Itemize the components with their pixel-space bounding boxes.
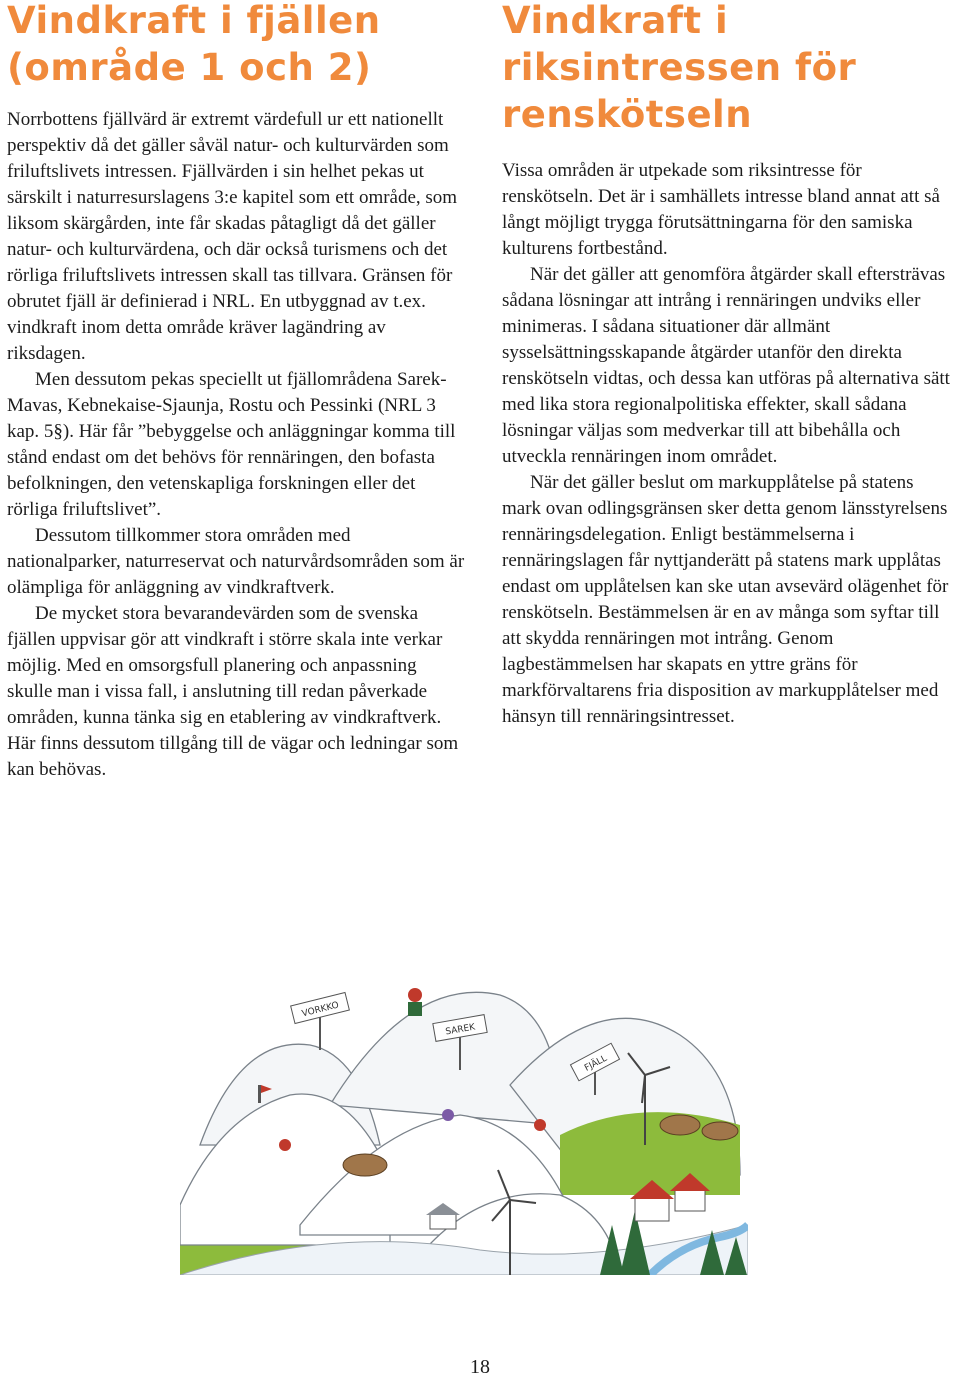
- left-paragraph-1: Norrbottens fjällvärd är extremt värdefull ur ett nationellt perspektiv då det gäller såväl natur- och kulturvärden som friluftslivets intressen. Fjällvärden i sin helhet pekas ut särskilt i naturresurslagens 3:e kapitel som ett område, som liksom skärgården, inte får skadas påtagligt då det gäller natur- och kulturvärdena, och där också turismens och det rörliga friluftslivets intressen skall tas tillvara. Gränsen för obrutet fjäll är definierad i NRL. En utbyggnad av t.ex. vindkraft inom detta område kräver lagändring av riksdagen.: [7, 109, 458, 364]
- left-heading: [7, 0, 465, 91]
- left-paragraph-2: Men dessutom pekas speciellt ut fjällområdena Sarek-Mavas, Kebnekaise-Sjaunja, Rostu och Pessinki (NRL 3 kap. 5§). Här får ”bebyggelse och anläggningar komma till stånd endast om det behövs för rennäringen, den bofasta befolkningen, den vetenskapliga forskningen eller det rörliga friluftslivet”.: [7, 369, 456, 520]
- reindeer-right-1: [660, 1115, 700, 1135]
- right-column: [502, 0, 957, 730]
- sign-vorkko: [291, 992, 350, 1050]
- left-paragraph-4: De mycket stora bevarandevärden som de svenska fjällen uppvisar gör att vindkraft i större skala inte verkar möjlig. Med en omsorgsfull planering och anpassning skulle man i vissa fall, i anslutning till redan påverkade områden, kunna tänka sig en etablering av vindkraftverk. Här finns dessutom tillgång till de vägar och ledningar som kan behövas.: [7, 603, 459, 780]
- reindeer-right-2: [702, 1122, 738, 1140]
- sign-sarek-text: SAREK: [444, 1022, 476, 1038]
- sign-fjall-text: FJÄLL: [583, 1053, 609, 1074]
- mountain-illustration: [180, 975, 748, 1275]
- page-number: 18: [470, 1356, 490, 1378]
- right-paragraph-3: När det gäller beslut om markupplåtelse på statens mark ovan odlingsgränsen sker detta genom länsstyrelsens rennäringsdelegation. Enligt bestämmelserna i rennäringslagen får nyttjanderätt på statens mark upplåtas endast om upplåtelsen kan ske utan avsevärd olägenhet för renskötseln. Bestämmelsen är en av många som syftar till att skydda rennäringen mot intrång. Genom lagbestämmelsen har skapats en yttre gräns för markförvaltarens fria disposition av markupplåtelser med hänsyn till rennäringsintresset.: [502, 472, 949, 727]
- left-heading-line-1: Vindkraft i fjällen: [7, 0, 381, 42]
- right-paragraph-2: När det gäller att genomföra åtgärder skall eftersträvas sådana lösningar att intrång i rennäringen undviks eller minimeras. I sådana situationer där allmänt sysselsättningsskapande åtgärder utanför den direkta renskötseln vidtas, och dessa kan utföras på alternativa sätt med lika stora regionalpolitiska effekter, skall sådana lösningar väljas som medverkar till att bibehålla och utveckla rennäringen inom området.: [502, 264, 950, 467]
- right-heading-line-3: renskötseln: [502, 93, 753, 136]
- left-column: [7, 0, 465, 783]
- sign-vorkko-text: VORKKO: [300, 1000, 341, 1020]
- left-paragraph-3: Dessutom tillkommer stora områden med nationalparker, naturreservat och naturvårdsområden som är olämpliga för anläggning av vindkraftverk.: [7, 525, 465, 598]
- right-heading-line-1: Vindkraft i: [502, 0, 729, 42]
- right-paragraph-1: Vissa områden är utpekade som riksintresse för renskötseln. Det är i samhällets intresse bland annat att så långt möjligt trygga förutsättningarna för den samiska kulturens fortbestånd.: [502, 160, 940, 259]
- right-heading: [502, 0, 957, 138]
- reindeer-left: [343, 1154, 387, 1176]
- left-heading-line-2: (område 1 och 2): [7, 46, 372, 89]
- left-body: [7, 107, 465, 783]
- right-heading-line-2: riksintressen för: [502, 46, 857, 89]
- right-body: [502, 158, 957, 730]
